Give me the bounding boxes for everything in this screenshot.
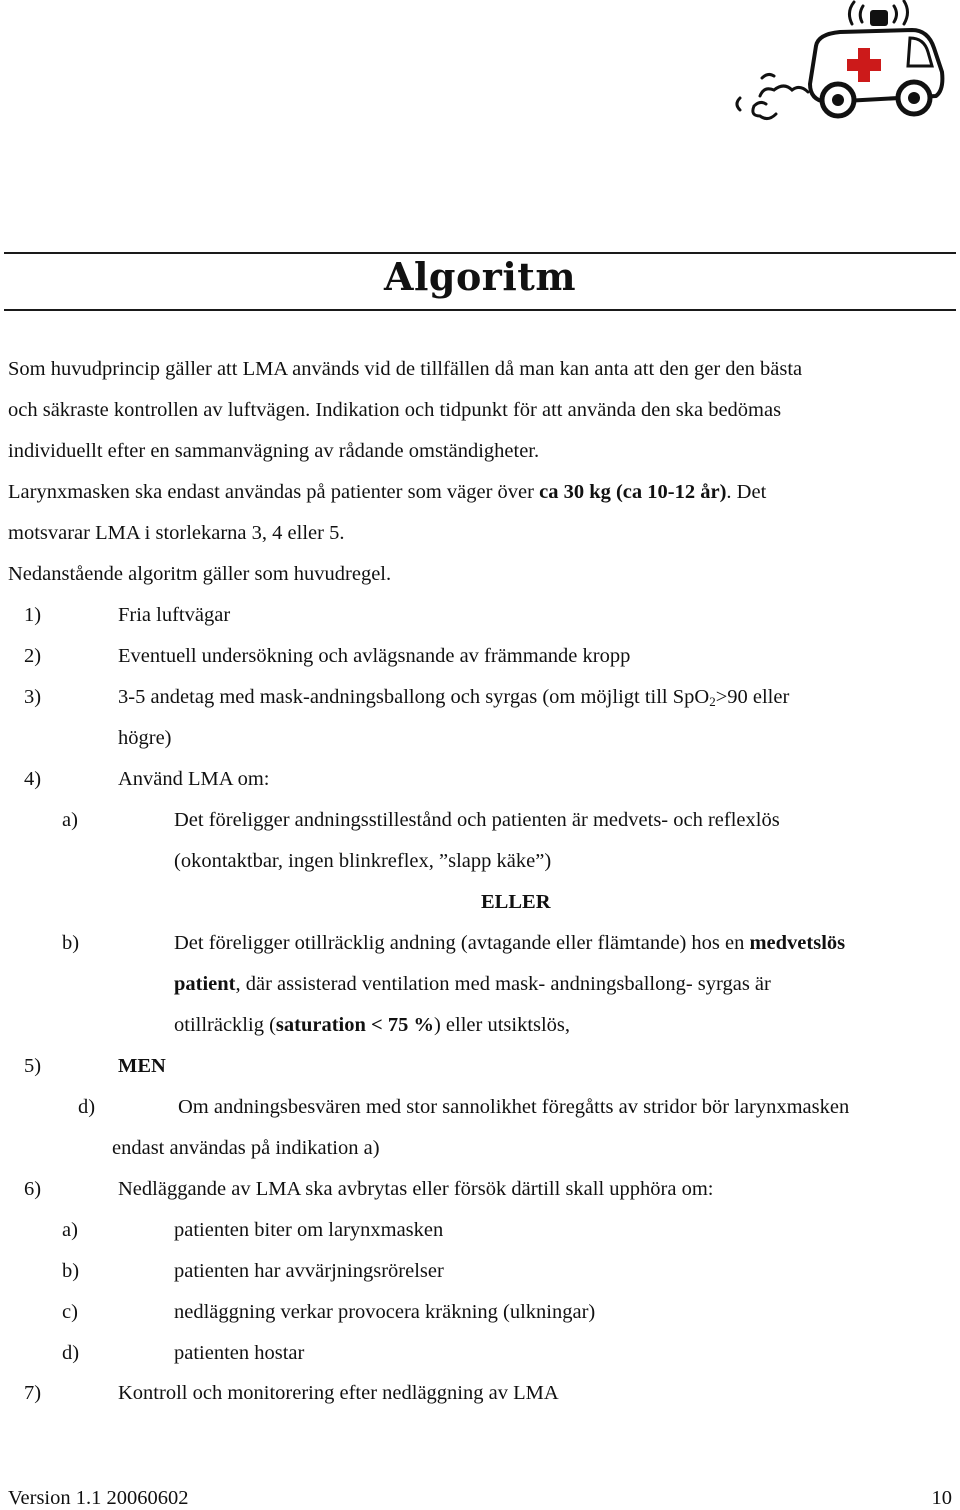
- page-title: Algoritm: [383, 254, 577, 299]
- step-number: 7): [24, 1382, 42, 1404]
- step-number: 1): [24, 604, 42, 626]
- intro-line: och säkraste kontrollen av luftvägen. Indikation och tidpunkt för att använda den ska bedömas: [8, 399, 782, 421]
- step-number: 3): [24, 686, 42, 708]
- step-number: 4): [24, 768, 42, 790]
- page-number: 10: [931, 1487, 952, 1509]
- step-number: 5): [24, 1055, 42, 1077]
- ambulance-icon: [730, 0, 960, 130]
- intro-text: Larynxmasken ska endast användas på patienter som väger över: [8, 481, 540, 503]
- sub-item-text: Det föreligger andningsstillestånd och patienten är medvets- och reflexlös: [174, 809, 780, 831]
- sub-item-text: endast användas på indikation a): [112, 1137, 380, 1159]
- intro-line: Som huvudprincip gäller att LMA används vid de tillfällen då man kan anta att den ger den bästa: [8, 358, 803, 380]
- sub-item-label: c): [62, 1301, 78, 1323]
- step-text: Kontroll och monitorering efter nedläggning av LMA: [118, 1382, 559, 1404]
- step-number: 2): [24, 645, 42, 667]
- emphasis: medvetslös: [749, 932, 846, 954]
- step-text: Fria luftvägar: [118, 604, 231, 626]
- intro-text: . Det: [726, 481, 767, 503]
- step-text: Eventuell undersökning och avlägsnande av främmande kropp: [118, 645, 631, 667]
- sub-item-text: [174, 972, 771, 996]
- step-text: högre): [118, 727, 172, 749]
- sub-item-label: a): [62, 809, 78, 831]
- sub-item-text-part: Det föreligger otillräcklig andning (avtagande eller flämtande) hos en: [174, 932, 750, 954]
- sub-item-text: patienten har avvärjningsrörelser: [174, 1260, 444, 1282]
- step-text-part: 3-5 andetag med mask-andningsballong och syrgas (om möjligt till SpO: [118, 686, 710, 708]
- sub-item-text-part: , där assisterad ventilation med mask- andningsballong- syrgas är: [235, 973, 771, 995]
- sub-item-text: nedläggning verkar provocera kräkning (ulkningar): [174, 1301, 596, 1323]
- sub-item-label: b): [62, 1260, 80, 1282]
- subscript: 2: [709, 694, 716, 709]
- intro-line: Nedanstående algoritm gäller som huvudregel.: [8, 563, 392, 585]
- sub-item-text: [174, 931, 845, 955]
- sub-item-label: d): [62, 1342, 80, 1364]
- emphasis: patient: [174, 973, 236, 995]
- step-number: 6): [24, 1178, 42, 1200]
- or-separator: ELLER: [481, 891, 551, 913]
- step-text: Nedläggande av LMA ska avbrytas eller försök därtill skall upphöra om:: [118, 1178, 714, 1200]
- weight-criterion: ca 30 kg (ca 10-12 år): [539, 481, 727, 503]
- sub-item-text: (okontaktbar, ingen blinkreflex, ”slapp käke”): [174, 850, 552, 872]
- sub-item-label: b): [62, 932, 80, 954]
- intro-line: motsvarar LMA i storlekarna 3, 4 eller 5.: [8, 522, 345, 544]
- sub-item-text: patienten hostar: [174, 1342, 305, 1364]
- sub-item-label: a): [62, 1219, 78, 1241]
- sub-item-text: patienten biter om larynxmasken: [174, 1219, 444, 1241]
- intro-line: [8, 480, 766, 504]
- emphasis: saturation < 75 %: [275, 1014, 434, 1036]
- title-rule-bottom: [4, 309, 956, 311]
- intro-line: individuellt efter en sammanvägning av rådande omständigheter.: [8, 440, 540, 462]
- sub-item-text: Om andningsbesvären med stor sannolikhet föregåtts av stridor bör larynxmasken: [178, 1096, 850, 1118]
- step-text: Använd LMA om:: [118, 768, 270, 790]
- sub-item-label: d): [78, 1096, 96, 1118]
- step-text: MEN: [118, 1055, 166, 1077]
- sub-item-text-part: ) eller utsiktslös,: [433, 1014, 571, 1036]
- step-text-part: >90 eller: [715, 686, 790, 708]
- sub-item-text-part: otillräcklig (: [174, 1014, 276, 1036]
- sub-item-text: [174, 1013, 570, 1037]
- footer-version: Version 1.1 20060602: [8, 1487, 189, 1509]
- step-text: [118, 685, 789, 709]
